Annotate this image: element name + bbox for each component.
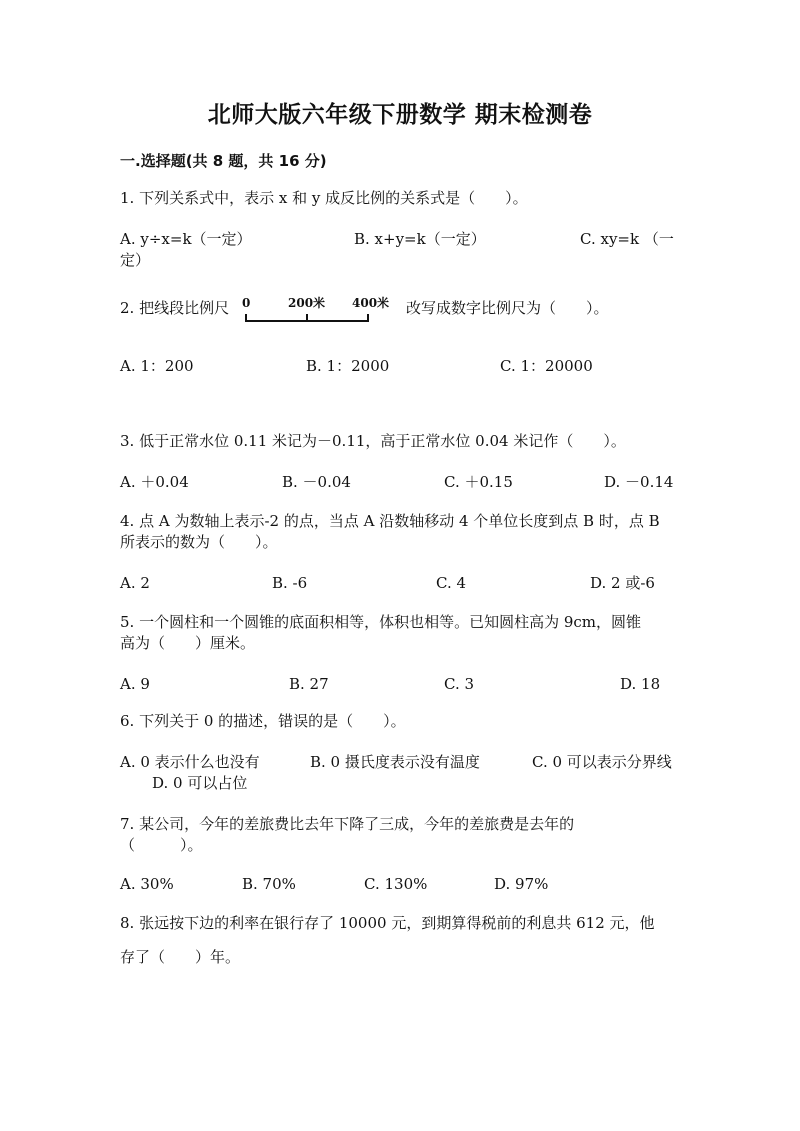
question-6-option-a: A. 0 表示什么也没有 bbox=[120, 753, 260, 771]
question-1-option-b: B. x+y=k（一定） bbox=[354, 230, 486, 248]
question-8-line-2: 存了（ ）年。 bbox=[120, 948, 241, 966]
question-7-option-d: D. 97% bbox=[494, 875, 549, 893]
question-3-option-a: A. ＋0.04 bbox=[120, 473, 189, 491]
question-4-option-d: D. 2 或-6 bbox=[590, 574, 655, 592]
question-4-line-2: 所表示的数为（ ）。 bbox=[120, 533, 278, 551]
question-1-text: 1. 下列关系式中，表示 x 和 y 成反比例的关系式是（ ）。 bbox=[120, 189, 528, 207]
question-4-option-c: C. 4 bbox=[436, 574, 467, 592]
question-4-option-b: B. -6 bbox=[272, 574, 308, 592]
question-6-text: 6. 下列关于 0 的描述，错误的是（ ）。 bbox=[120, 712, 406, 730]
question-8-line-1: 8. 张远按下边的利率在银行存了 10000 元，到期算得税前的利息共 612 元，他 bbox=[120, 914, 655, 932]
section-heading: 一.选择题(共 8 题，共 16 分) bbox=[120, 152, 327, 170]
question-1-option-c-wrap: 定） bbox=[120, 251, 151, 269]
page-title: 北师大版六年级下册数学 期末检测卷 bbox=[207, 102, 593, 128]
question-6-option-d: D. 0 可以占位 bbox=[152, 774, 248, 792]
question-3-option-c: C. ＋0.15 bbox=[444, 473, 513, 491]
question-1-option-a: A. y÷x=k（一定） bbox=[120, 230, 252, 248]
question-5-option-b: B. 27 bbox=[289, 675, 329, 693]
scale-label-400: 400米 bbox=[352, 296, 390, 310]
question-2-option-c: C. 1：20000 bbox=[500, 357, 593, 375]
question-2-option-b: B. 1：2000 bbox=[306, 357, 390, 375]
question-5-line-1: 5. 一个圆柱和一个圆锥的底面积相等，体积也相等。已知圆柱高为 9cm，圆锥 bbox=[120, 613, 642, 631]
scale-label-200: 200米 bbox=[288, 296, 326, 310]
question-3-text: 3. 低于正常水位 0.11 米记为－0.11，高于正常水位 0.04 米记作（ ）。 bbox=[120, 432, 626, 450]
question-5-line-2: 高为（ ）厘米。 bbox=[120, 634, 256, 652]
question-2-option-a: A. 1：200 bbox=[120, 357, 194, 375]
question-4-line-1: 4. 点 A 为数轴上表示-2 的点，当点 A 沿数轴移动 4 个单位长度到点 B 时，点 B bbox=[120, 512, 660, 530]
scale-label-0: 0 bbox=[242, 296, 251, 310]
question-2-prefix: 2. 把线段比例尺 bbox=[120, 299, 230, 317]
question-7-option-b: B. 70% bbox=[242, 875, 296, 893]
question-5-option-d: D. 18 bbox=[620, 675, 661, 693]
question-5-option-a: A. 9 bbox=[120, 675, 150, 693]
question-3-option-d: D. －0.14 bbox=[604, 473, 674, 491]
question-2-suffix: 改写成数字比例尺为（ ）。 bbox=[406, 299, 609, 317]
question-3-option-b: B. －0.04 bbox=[282, 473, 351, 491]
question-4-option-a: A. 2 bbox=[120, 574, 150, 592]
question-1-option-c: C. xy=k （一 bbox=[580, 230, 674, 248]
question-6-option-b: B. 0 摄氏度表示没有温度 bbox=[310, 753, 480, 771]
question-7-line-2: （ ）。 bbox=[120, 836, 203, 854]
question-7-option-a: A. 30% bbox=[120, 875, 174, 893]
question-5-option-c: C. 3 bbox=[444, 675, 475, 693]
line-segment-scale-figure bbox=[238, 294, 398, 328]
question-6-option-c: C. 0 可以表示分界线 bbox=[532, 753, 672, 771]
question-7-option-c: C. 130% bbox=[364, 875, 428, 893]
question-7-line-1: 7. 某公司，今年的差旅费比去年下降了三成，今年的差旅费是去年的 bbox=[120, 815, 575, 833]
